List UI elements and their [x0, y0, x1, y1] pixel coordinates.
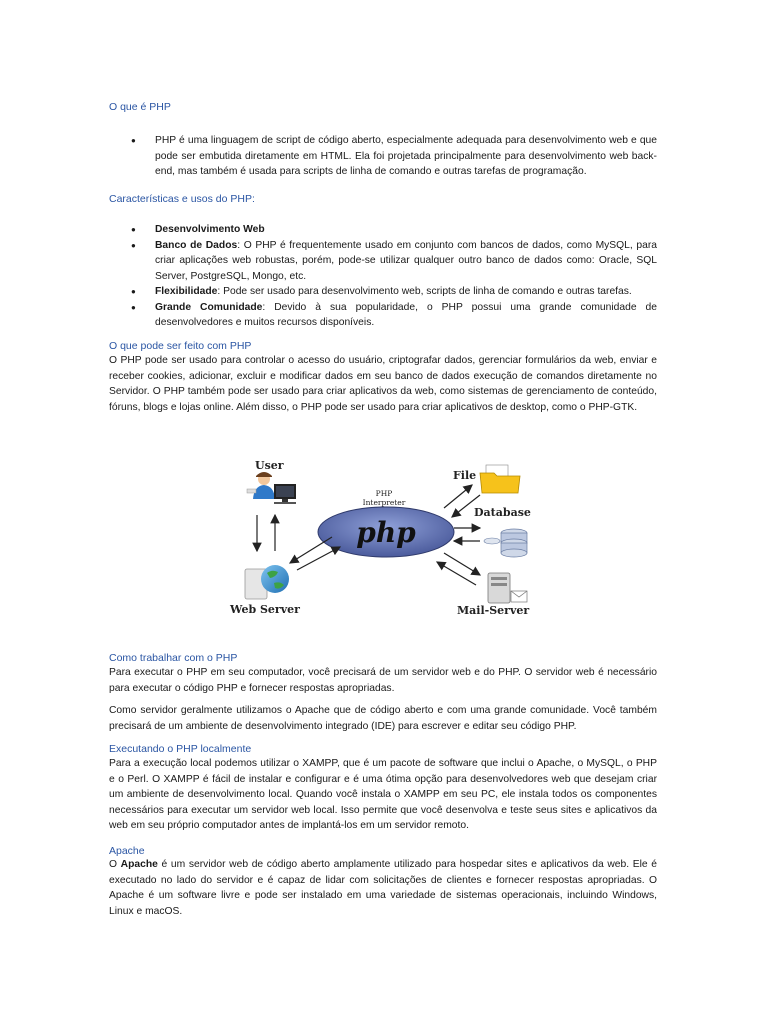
feature-term: Banco de Dados — [155, 239, 238, 251]
heading-what-is-php: O que é PHP — [109, 101, 171, 113]
interpreter-label-line2: Interpreter — [362, 498, 406, 507]
web-server-icon — [245, 565, 289, 599]
user-label: User — [255, 459, 284, 472]
list-item: ● PHP é uma linguagem de script de código aberto, especialmente adequada para desenvolvimento web e que pode ser embutida diretamente em HTML. Ela foi projetada principalmente para desenvolvimento web back-end, mas também é usada para scripts de linha de comando e outras tarefas de programação. — [109, 133, 657, 180]
user-icon — [247, 472, 296, 504]
heading-apache: Apache — [109, 845, 145, 857]
database-icon — [484, 529, 527, 557]
list-item — [109, 222, 657, 238]
list-item — [109, 284, 657, 300]
heading-what-can-be-done: O que pode ser feito com PHP — [109, 340, 252, 352]
list-item — [109, 238, 657, 285]
heading-how-to-work: Como trabalhar com o PHP — [109, 652, 238, 664]
feature-text: : Pode ser usado para desenvolvimento web, scripts de linha de comando e outras tarefas. — [217, 286, 632, 297]
folder-icon — [480, 465, 520, 493]
feature-text: : Devido à sua popularidade, o PHP possui uma grande comunidade de desenvolvedores e muitos recursos disponíveis. — [155, 301, 657, 328]
php-logo-text: php — [356, 516, 416, 549]
heading-running-locally: Executando o PHP localmente — [109, 743, 252, 755]
database-label: Database — [474, 506, 531, 519]
paragraph-how-to-work-1: Para executar o PHP em seu computador, você precisará de um servidor web e do PHP. O servidor web é necessário para executar o código PHP e fornecer respostas apropriadas. — [109, 667, 657, 694]
feature-term: Grande Comunidade — [155, 301, 263, 313]
mail-server-icon — [488, 573, 527, 603]
file-label: File — [453, 469, 477, 482]
paragraph-apache — [109, 857, 657, 919]
web-server-label: Web Server — [230, 603, 300, 616]
apache-intro: O — [109, 859, 121, 870]
list-item — [109, 300, 657, 331]
paragraph-what-can-be-done: O PHP pode ser usado para controlar o acesso do usuário, criptografar dados, gerenciar formulários da web, enviar e receber cookies, adicionar, excluir e modificar dados em seu banco de dados execução de comandos diretamente no Servidor. O PHP também pode ser usado para criar aplicativos da web, como sistemas de gerenciamento de conteúdo, fóruns, blogs e lojas online. Além disso, o PHP pode ser usado para criar aplicativos de desktop, como o PHP-GTK. — [109, 355, 657, 413]
mail-server-label: Mail-Server — [457, 604, 530, 617]
paragraph-how-to-work-2: Como servidor geralmente utilizamos o Apache que de código aberto e com uma grande comunidade. Você também precisará de um ambiente de desenvolvimento integrado (IDE) para escrever e editar seu código PHP. — [109, 705, 657, 732]
heading-features: Características e usos do PHP: — [109, 193, 255, 205]
feature-text: : O PHP é frequentemente usado em conjunto com bancos de dados, como MySQL, para criar aplicações web robustas, porém, pode-se utilizar qualquer outro banco de dados como: Oracle, SQL Server, PostgreSQL, Mongo, etc. — [155, 239, 657, 282]
features-list — [109, 222, 657, 331]
apache-term: Apache — [120, 859, 158, 870]
what-is-php-list — [109, 133, 657, 180]
php-logo-icon — [318, 507, 454, 557]
interpreter-label-line1: PHP — [375, 489, 393, 498]
feature-term: Flexibilidade — [155, 286, 218, 297]
feature-term: Desenvolvimento Web — [155, 224, 265, 235]
apache-text: é um servidor web de código aberto amplamente utilizado para hospedar sites e aplicativos da web. Ele é executado no lado do servidor e é capaz de lidar com solicitações de clientes e fornecer respostas apropriadas. O Apache é um software livre e pode ser instalado em uma variedade de sistemas operacionais, incluindo Windows, Linux e macOS. — [109, 859, 657, 917]
php-architecture-diagram — [222, 455, 547, 623]
paragraph-running-locally: Para a execução local podemos utilizar o XAMPP, que é um pacote de software que inclui o Apache, o MySQL, o PHP e o Perl. O XAMPP é fácil de instalar e configurar e é uma ótima opção para desenvolvedores web que desejam criar um ambiente de desenvolvimento local. Quando você instala o XAMPP em seu PC, ele instala todos os componentes necessários para executar um servidor web local. Isso permite que você desenvolva e teste seus sites e aplicativos da web em seu próprio computador antes de implantá-los em um servidor remoto. — [109, 758, 657, 831]
